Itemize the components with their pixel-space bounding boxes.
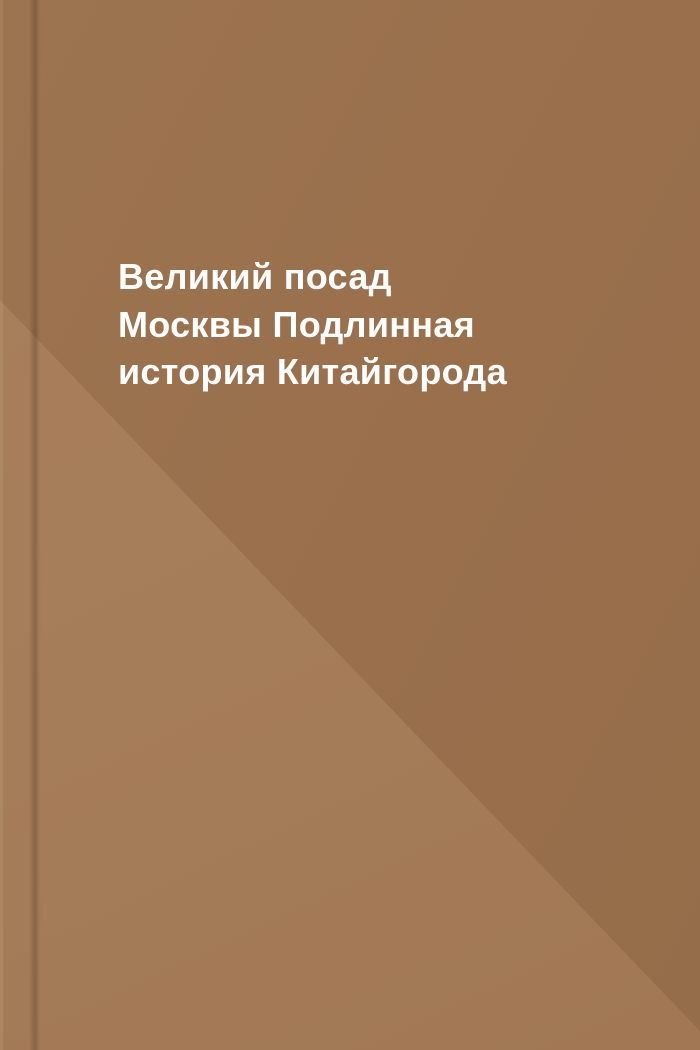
book-title-line-2: Москвы Подлинная	[118, 303, 475, 345]
book-title-line-1: Великий посад	[118, 256, 392, 297]
spine-crease	[29, 0, 41, 1050]
left-edge-highlight	[0, 0, 3, 1050]
book-title-line-3: история Китайгорода	[118, 351, 507, 392]
book-title	[118, 253, 507, 396]
